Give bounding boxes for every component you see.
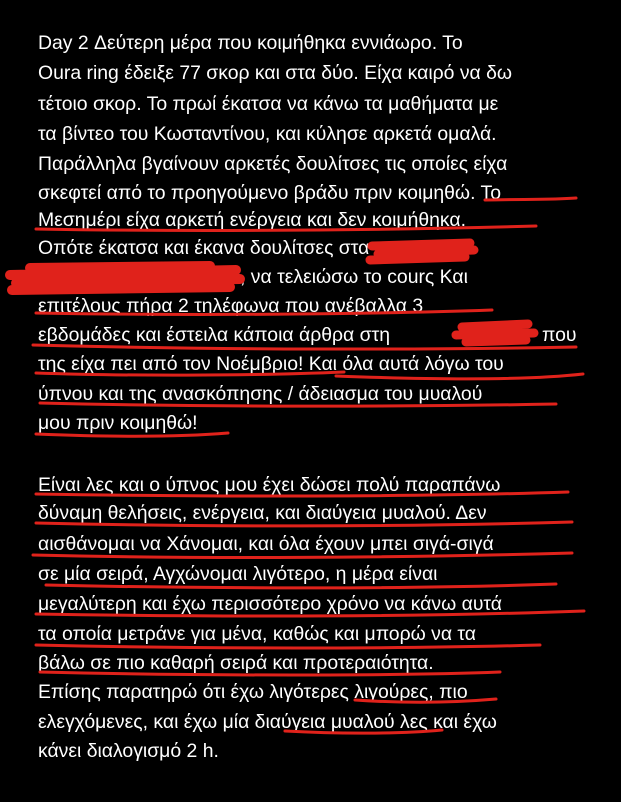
- text-line: Παράλληλα βγαίνουν αρκετές δουλίτσες τις οποίες είχα: [38, 153, 508, 175]
- text-line: ελεγχόμενες, και έχω μία διαύγεια μυαλού λες και έχω: [38, 711, 497, 733]
- text-line: Oura ring έδειξε 77 σκορ και στα δύο. Είχα καιρό να δω: [38, 62, 513, 84]
- text-line: μου πριν κοιμηθώ!: [38, 412, 198, 434]
- text-line: , να τελειώσω το courς Και: [240, 266, 468, 288]
- text-line: επιτέλους πήρα 2 τηλέφωνα που ανέβαλλα 3: [38, 295, 424, 317]
- text-line: τα βίντεο του Κωσταντίνου, και κύλησε αρκετά ομαλά.: [38, 123, 497, 145]
- text-line: δύναμη θελήσεις, ενέργεια, και διαύγεια μυαλού. Δεν: [38, 502, 487, 524]
- redaction-scribble: [10, 266, 240, 290]
- redaction-scribble: [370, 243, 474, 260]
- text-line: τέτοιο σκορ. Το πρωί έκατσα να κάνω τα μαθήματα με: [38, 93, 499, 115]
- text-line: κάνει διαλογισμό 2 h.: [38, 740, 219, 762]
- text-line: Day 2 Δεύτερη μέρα που κοιμήθηκα εννιάωρο. Το: [38, 32, 463, 54]
- text-line: σε μία σειρά, Αγχώνομαι λιγότερο, η μέρα είναι: [38, 563, 438, 585]
- text-line: της είχα πει από τον Νοέμβριο! Και όλα αυτά λόγω του: [38, 353, 504, 375]
- redaction-scribble: [456, 324, 534, 342]
- text-line: που: [542, 324, 577, 346]
- text-line: τα οποία μετράνε για μένα, καθώς και μπορώ να τα: [38, 623, 477, 645]
- text-line: βάλω σε πιο καθαρή σειρά και προτεραιότητα.: [38, 652, 434, 674]
- text-line: αισθάνομαι να Χάνομαι, και όλα έχουν μπει σιγά-σιγά: [38, 533, 494, 555]
- text-line: ύπνου και της ανασκόπησης / άδειασμα του μυαλού: [38, 383, 483, 405]
- text-line: Επίσης παρατηρώ ότι έχω λιγότερες λιγούρες, πιο: [38, 681, 468, 703]
- text-line: Είναι λες και ο ύπνος μου έχει δώσει πολύ παραπάνω: [38, 474, 501, 496]
- text-line: σκεφτεί από το προηγούμενο βράδυ πριν κοιμηθώ. Το: [38, 182, 501, 204]
- text-line: Οπότε έκατσα και έκανα δουλίτσες στα: [38, 237, 370, 259]
- text-line: Μεσημέρι είχα αρκετή ενέργεια και δεν κοιμήθηκα.: [38, 209, 466, 231]
- text-line: μεγαλύτερη και έχω περισσότερο χρόνο να κάνω αυτά: [38, 593, 503, 615]
- text-line: εβδομάδες και έστειλα κάποια άρθρα στη: [38, 324, 391, 346]
